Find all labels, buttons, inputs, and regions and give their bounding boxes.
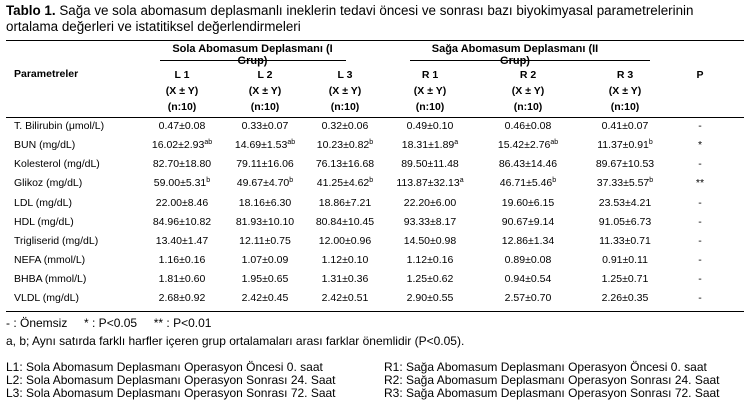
table-cell bbox=[225, 158, 305, 170]
cell-value: 76.13±16.68 bbox=[315, 158, 375, 170]
table-cell bbox=[225, 273, 305, 285]
table-cell bbox=[225, 235, 305, 247]
column-header-n: (n:10) bbox=[415, 101, 445, 113]
significance-superscript: ab bbox=[204, 139, 213, 146]
group-header-left: Sola Abomasum Deplasmanı (I Grup) bbox=[172, 43, 333, 67]
cell-value: 82.70±18.80 bbox=[152, 158, 212, 170]
cell-value: 79.11±16.06 bbox=[236, 158, 294, 170]
table-cell bbox=[585, 120, 665, 132]
table-label: Tablo 1. bbox=[6, 3, 56, 18]
cell-value: 1.95±0.65 bbox=[241, 273, 289, 285]
cell-value: 89.50±11.48 bbox=[401, 158, 459, 170]
table-cell bbox=[142, 292, 222, 304]
table-cell bbox=[305, 216, 385, 228]
cell-value: 90.67±9.14 bbox=[501, 216, 555, 228]
column-header-n: (n:10) bbox=[610, 101, 640, 113]
cell-value: 22.20±6.00 bbox=[403, 197, 457, 209]
cell-value: 2.68±0.92 bbox=[158, 292, 206, 304]
parameter-name: HDL (mg/dL) bbox=[14, 216, 74, 228]
cell-value: 2.90±0.55 bbox=[406, 292, 454, 304]
table-cell bbox=[488, 216, 568, 228]
table-cell bbox=[390, 158, 470, 170]
column-header-stat: (X ± Y) bbox=[511, 85, 545, 97]
table-cell bbox=[488, 197, 568, 209]
table-cell bbox=[225, 292, 305, 304]
column-header bbox=[142, 67, 222, 115]
table-row bbox=[0, 177, 750, 196]
table-cell bbox=[142, 197, 222, 209]
cell-value: 1.07±0.09 bbox=[241, 254, 289, 266]
header-parametreler: Parametreler bbox=[14, 68, 79, 80]
table-row bbox=[0, 292, 750, 311]
parameter-name: NEFA (mmol/L) bbox=[14, 254, 86, 266]
column-header-n: (n:10) bbox=[250, 101, 280, 113]
table-row bbox=[0, 235, 750, 254]
parameter-name: LDL (mg/dL) bbox=[14, 197, 72, 209]
table-cell bbox=[390, 273, 470, 285]
legend-item-r2: R2: Sağa Abomasum Deplasmanı Operasyon Sonrası 24. Saat bbox=[384, 373, 720, 387]
cell-value: 91.05±6.73 bbox=[598, 216, 652, 228]
cell-value: 0.32±0.06 bbox=[321, 120, 369, 132]
p-value: - bbox=[698, 254, 702, 266]
table-cell bbox=[305, 273, 385, 285]
cell-value: 59.00±5.31 bbox=[153, 177, 207, 189]
column-header bbox=[225, 67, 305, 115]
table-row bbox=[0, 139, 750, 158]
column-header bbox=[488, 67, 568, 115]
table-cell bbox=[488, 254, 568, 266]
cell-value: 23.53±4.21 bbox=[598, 197, 652, 209]
cell-value: 1.16±0.16 bbox=[158, 254, 206, 266]
table-cell bbox=[305, 158, 385, 170]
table-cell bbox=[142, 254, 222, 266]
cell-value: 89.67±10.53 bbox=[595, 158, 655, 170]
cell-value: 1.25±0.62 bbox=[406, 273, 454, 285]
table-cell bbox=[585, 139, 665, 151]
table-cell bbox=[225, 254, 305, 266]
parameter-name: Glikoz (mg/dL) bbox=[14, 177, 83, 189]
column-header-stat: (X ± Y) bbox=[248, 85, 282, 97]
p-value: - bbox=[698, 158, 702, 170]
table-cell bbox=[390, 216, 470, 228]
table-cell bbox=[585, 254, 665, 266]
cell-value: 14.50±0.98 bbox=[403, 235, 457, 247]
cell-value: 12.11±0.75 bbox=[239, 235, 291, 247]
table-cell bbox=[390, 254, 470, 266]
table-row bbox=[0, 158, 750, 177]
cell-value: 1.25±0.71 bbox=[601, 273, 649, 285]
cell-value: 0.49±0.10 bbox=[406, 120, 454, 132]
legend-item-l2: L2: Sola Abomasum Deplasmanı Operasyon Sonrası 24. Saat bbox=[6, 373, 336, 387]
cell-value: 10.23±0.82 bbox=[316, 139, 370, 151]
header-p: P bbox=[696, 69, 704, 81]
column-header bbox=[585, 67, 665, 115]
parameter-name: Trigliserid (mg/dL) bbox=[14, 235, 99, 247]
column-header-name: L 1 bbox=[174, 69, 190, 81]
cell-value: 12.86±1.34 bbox=[501, 235, 555, 247]
cell-value: 41.25±4.62 bbox=[316, 177, 370, 189]
table-cell bbox=[488, 139, 568, 151]
table-cell bbox=[585, 273, 665, 285]
column-header-stat: (X ± Y) bbox=[413, 85, 447, 97]
table-row bbox=[0, 120, 750, 139]
column-header bbox=[305, 67, 385, 115]
table-cell bbox=[225, 120, 305, 132]
p-value: - bbox=[698, 273, 702, 285]
cell-value: 1.12±0.16 bbox=[406, 254, 454, 266]
table-cell bbox=[305, 177, 385, 189]
cell-value: 0.46±0.08 bbox=[504, 120, 552, 132]
significance-superscript: b bbox=[289, 177, 294, 184]
legend-left bbox=[6, 361, 336, 400]
table-cell bbox=[390, 177, 470, 189]
p-value: * bbox=[697, 139, 703, 151]
table-cell bbox=[488, 177, 568, 189]
table-cell bbox=[142, 139, 222, 151]
cell-value: 19.60±6.15 bbox=[501, 197, 555, 209]
header-rule bbox=[6, 117, 744, 118]
table-cell bbox=[225, 197, 305, 209]
table-cell bbox=[488, 292, 568, 304]
table-cell bbox=[142, 158, 222, 170]
table-row bbox=[0, 273, 750, 292]
cell-value: 93.33±8.17 bbox=[403, 216, 457, 228]
p-value: - bbox=[698, 292, 702, 304]
table-cell bbox=[390, 197, 470, 209]
significance-superscript: a bbox=[454, 139, 459, 146]
table-cell bbox=[585, 292, 665, 304]
table-cell bbox=[142, 120, 222, 132]
cell-value: 22.00±8.46 bbox=[155, 197, 209, 209]
column-header bbox=[390, 67, 470, 115]
table-cell bbox=[390, 120, 470, 132]
table-cell bbox=[305, 254, 385, 266]
table-row bbox=[0, 216, 750, 235]
table-row bbox=[0, 197, 750, 216]
legend-right bbox=[384, 361, 720, 400]
table-cell bbox=[585, 216, 665, 228]
cell-value: 81.93±10.10 bbox=[235, 216, 295, 228]
table-cell bbox=[585, 197, 665, 209]
column-header-n: (n:10) bbox=[330, 101, 360, 113]
table-cell bbox=[390, 139, 470, 151]
column-header-name: L 3 bbox=[337, 69, 353, 81]
cell-value: 1.81±0.60 bbox=[158, 273, 206, 285]
column-header-name: R 3 bbox=[616, 69, 634, 81]
cell-value: 13.40±1.47 bbox=[155, 235, 209, 247]
significance-superscript: b bbox=[369, 177, 374, 184]
table-cell bbox=[488, 273, 568, 285]
cell-value: 0.91±0.11 bbox=[602, 254, 648, 266]
cell-value: 0.94±0.54 bbox=[504, 273, 552, 285]
column-header-n: (n:10) bbox=[513, 101, 543, 113]
table-cell bbox=[488, 235, 568, 247]
group-rule-left bbox=[160, 60, 346, 61]
cell-value: 12.00±0.96 bbox=[318, 235, 372, 247]
cell-value: 0.47±0.08 bbox=[158, 120, 206, 132]
table-cell bbox=[225, 139, 305, 151]
group-header-right: Sağa Abomasum Deplasmanı (II Grup) bbox=[431, 43, 599, 67]
significance-superscript: ab bbox=[287, 139, 296, 146]
significance-note: - : Önemsiz * : P<0.05 ** : P<0.01 bbox=[6, 316, 212, 330]
cell-value: 1.31±0.36 bbox=[321, 273, 369, 285]
cell-value: 80.84±10.45 bbox=[315, 216, 375, 228]
table-cell bbox=[488, 158, 568, 170]
cell-value: 0.33±0.07 bbox=[241, 120, 289, 132]
column-header-name: L 2 bbox=[257, 69, 273, 81]
letters-note: a, b; Aynı satırda farklı harfler içeren grup ortalamaları arası farklar önemlidir (P<0.05). bbox=[6, 334, 465, 348]
cell-value: 18.31±1.89 bbox=[401, 139, 455, 151]
significance-superscript: b bbox=[648, 139, 653, 146]
cell-value: 86.43±14.46 bbox=[498, 158, 558, 170]
cell-value: 18.86±7.21 bbox=[318, 197, 372, 209]
cell-value: 49.67±4.70 bbox=[236, 177, 290, 189]
table-cell bbox=[488, 120, 568, 132]
column-header-n: (n:10) bbox=[167, 101, 197, 113]
p-value: - bbox=[698, 197, 702, 209]
table-cell bbox=[585, 177, 665, 189]
cell-value: 18.16±6.30 bbox=[238, 197, 292, 209]
column-header-name: R 2 bbox=[519, 69, 537, 81]
table-cell bbox=[142, 235, 222, 247]
cell-value: 84.96±10.82 bbox=[152, 216, 212, 228]
cell-value: 15.42±2.76 bbox=[497, 139, 551, 151]
p-value: - bbox=[698, 235, 702, 247]
parameter-name: BUN (mg/dL) bbox=[14, 139, 76, 151]
cell-value: 0.41±0.07 bbox=[601, 120, 649, 132]
p-value: ** bbox=[695, 177, 705, 189]
cell-value: 113.87±32.13 bbox=[396, 177, 460, 189]
significance-superscript: ab bbox=[550, 139, 559, 146]
group-rule-right bbox=[410, 60, 650, 61]
table-cell bbox=[305, 120, 385, 132]
p-value: - bbox=[698, 120, 702, 132]
legend-item-r3: R3: Sağa Abomasum Deplasmanı Operasyon Sonrası 72. Saat bbox=[384, 386, 720, 400]
parameter-name: BHBA (mmol/L) bbox=[14, 273, 87, 285]
table-cell bbox=[585, 235, 665, 247]
legend-item-l3: L3: Sola Abomasum Deplasmanı Operasyon Sonrası 72. Saat bbox=[6, 386, 336, 400]
table-cell bbox=[225, 177, 305, 189]
cell-value: 11.33±0.71 bbox=[599, 235, 651, 247]
significance-superscript: b bbox=[369, 139, 374, 146]
parameter-name: T. Bilirubin (μmol/L) bbox=[14, 120, 105, 132]
table-cell bbox=[142, 273, 222, 285]
cell-value: 2.42±0.51 bbox=[321, 292, 369, 304]
significance-superscript: a bbox=[459, 177, 464, 184]
parameter-name: VLDL (mg/dL) bbox=[14, 292, 79, 304]
legend-item-r1: R1: Sağa Abomasum Deplasmanı Operasyon Öncesi 0. saat bbox=[384, 360, 707, 374]
table-cell bbox=[390, 292, 470, 304]
table-cell bbox=[390, 235, 470, 247]
bottom-rule bbox=[6, 311, 744, 312]
cell-value: 2.26±0.35 bbox=[601, 292, 649, 304]
cell-value: 2.42±0.45 bbox=[241, 292, 289, 304]
table-cell bbox=[305, 197, 385, 209]
parameter-name: Kolesterol (mg/dL) bbox=[14, 158, 100, 170]
table-cell bbox=[585, 158, 665, 170]
cell-value: 2.57±0.70 bbox=[504, 292, 552, 304]
cell-value: 1.12±0.10 bbox=[321, 254, 369, 266]
table-cell bbox=[305, 235, 385, 247]
p-value: - bbox=[698, 216, 702, 228]
significance-superscript: b bbox=[206, 177, 211, 184]
table-cell bbox=[305, 292, 385, 304]
cell-value: 16.02±2.93 bbox=[151, 139, 205, 151]
table-caption bbox=[6, 3, 744, 35]
table-cell bbox=[305, 139, 385, 151]
column-header-stat: (X ± Y) bbox=[165, 85, 199, 97]
top-rule bbox=[6, 40, 744, 41]
cell-value: 37.33±5.57 bbox=[596, 177, 650, 189]
column-header-name: R 1 bbox=[421, 69, 439, 81]
table-cell bbox=[142, 216, 222, 228]
column-header-stat: (X ± Y) bbox=[608, 85, 642, 97]
significance-superscript: b bbox=[552, 177, 557, 184]
table-row bbox=[0, 254, 750, 273]
cell-value: 14.69±1.53 bbox=[234, 139, 288, 151]
table-cell bbox=[142, 177, 222, 189]
table-title: Sağa ve sola abomasum deplasmanlı ineklerin tedavi öncesi ve sonrası bazı biyokimyasal parametrelerinin ortalama değerleri ve istatitiksel değerlendirmeleri bbox=[6, 3, 694, 34]
cell-value: 0.89±0.08 bbox=[504, 254, 552, 266]
cell-value: 11.37±0.91 bbox=[597, 139, 649, 151]
column-header-stat: (X ± Y) bbox=[328, 85, 362, 97]
legend-item-l1: L1: Sola Abomasum Deplasmanı Operasyon Öncesi 0. saat bbox=[6, 360, 323, 374]
significance-superscript: b bbox=[649, 177, 654, 184]
table-cell bbox=[225, 216, 305, 228]
cell-value: 46.71±5.46 bbox=[499, 177, 553, 189]
